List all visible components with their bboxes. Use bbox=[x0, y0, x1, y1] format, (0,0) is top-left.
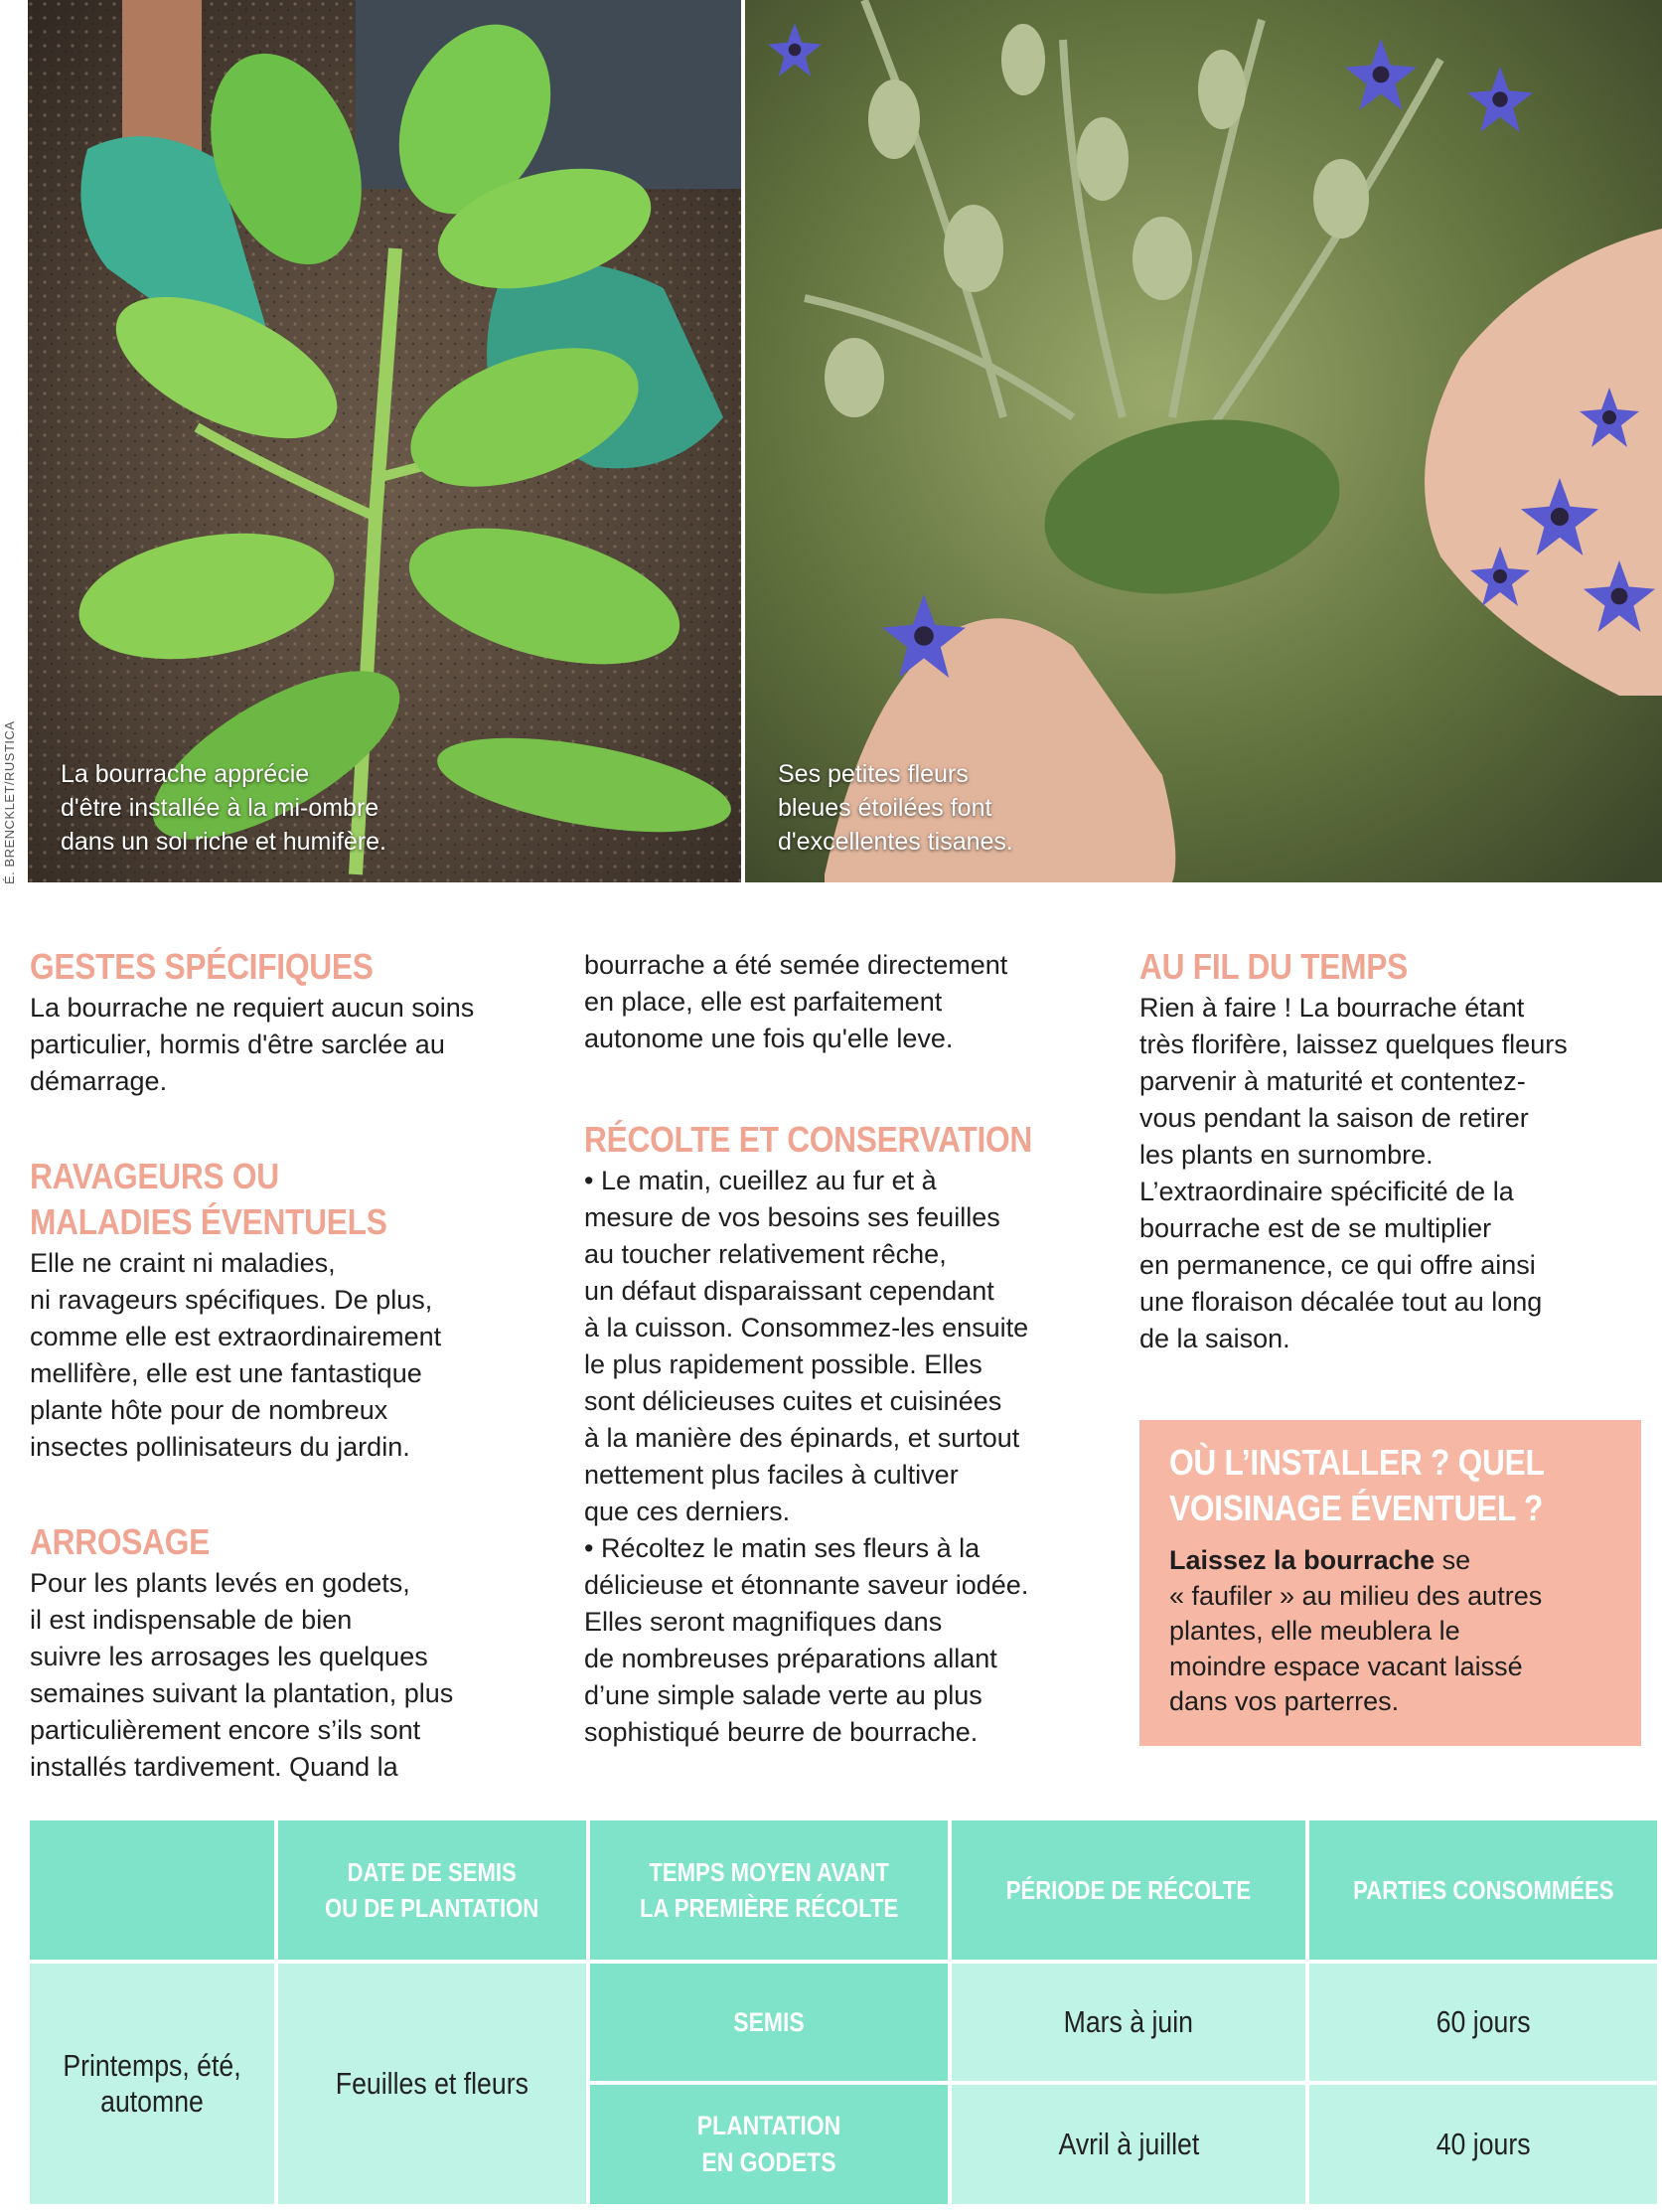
table-header-periode-label: PÉRIODE DE RÉCOLTE bbox=[1005, 1875, 1252, 1905]
table-header-parties bbox=[1309, 1820, 1657, 1960]
photo-borage-flowers bbox=[745, 0, 1662, 882]
table-cell-plantation-temps: 40 jours bbox=[1309, 2085, 1657, 2204]
photo-caption-left: La bourrache apprécie d'être installée à la mi-ombre dans un sol riche et humifère. bbox=[61, 760, 386, 856]
column-2 bbox=[584, 947, 1101, 1751]
gestes-text: La bourrache ne requiert aucun soins particulier, hormis d'être sarclée au démarrage. bbox=[30, 993, 475, 1096]
installation-box bbox=[1139, 1420, 1641, 1746]
ravageurs-heading: RAVAGEURS OU MALADIES ÉVENTUELS bbox=[30, 1156, 387, 1242]
installation-rest: se « faufiler » au milieu des autres plantes, elle meublera le moindre espace vacant laissé dans vos parterres. bbox=[1169, 1545, 1543, 1716]
table-header-date-label: DATE DE SEMIS OU DE PLANTATION bbox=[325, 1857, 539, 1923]
table-cell-semis-temps: 60 jours bbox=[1309, 1964, 1657, 2081]
ravageurs-text: Elle ne craint ni maladies, ni ravageurs spécifiques. De plus, comme elle est extraordinairement mellifère, elle est une fantastique plante hôte pour de nombreux insectes pollinisateurs du jardin. bbox=[30, 1248, 442, 1462]
column-3 bbox=[1139, 944, 1636, 1357]
table-header-parties-label: PARTIES CONSOMMÉES bbox=[1352, 1875, 1614, 1905]
column-1 bbox=[30, 944, 546, 1786]
gestes-heading: GESTES SPÉCIFIQUES bbox=[30, 946, 374, 987]
table-cell-periode: Printemps, été, automne bbox=[30, 1964, 274, 2204]
table-cell-semis-date: Mars à juin bbox=[952, 1964, 1305, 2081]
installation-text bbox=[1169, 1543, 1611, 1720]
arrosage-heading: ARROSAGE bbox=[30, 1521, 210, 1562]
recolte-text: • Le matin, cueillez au fur et à mesure de vos besoins ses feuilles au toucher relativement rêche, un défaut disparaissant cependant à la cuisson. Consommez-les ensuite le plus rapidement possible. Elles sont délicieuses cuites et cuisinées à la manière des épinards, et surtout nettement plus faciles à cultiver que ces derniers. • Récoltez le matin ses fleurs à la délicieuse et étonnante saveur iodée. Elles seront magnifiques dans de nombreuses préparations allant d’une simple salade verte au plus sophistiqué beurre de bourrache. bbox=[584, 1166, 1029, 1747]
arrosage-continued-text: bourrache a été semée directement en place, elle est parfaitement autonome une fois qu'elle leve. bbox=[584, 950, 1008, 1053]
fil-du-temps-text: Rien à faire ! La bourrache étant très florifère, laissez quelques fleurs parvenir à maturité et contentez- vous pendant la saison de retirer les plants en surnombre. L’extraordinaire spécificité de la bourrache est de se multiplier en permanence, ce qui offre ainsi une floraison décalée tout au long de la saison. bbox=[1139, 993, 1568, 1353]
table-header-periode bbox=[952, 1820, 1305, 1960]
table-header-temps bbox=[590, 1820, 948, 1960]
table-cell-parties: Feuilles et fleurs bbox=[278, 1964, 586, 2204]
fil-du-temps-heading: AU FIL DU TEMPS bbox=[1139, 946, 1409, 987]
photo-credit: É. BRENCKLET/RUSTICA bbox=[2, 720, 17, 884]
table-row-label-semis: SEMIS bbox=[590, 1964, 948, 2081]
table-header-temps-label: TEMPS MOYEN AVANT LA PREMIÈRE RÉCOLTE bbox=[639, 1857, 899, 1923]
recolte-heading: RÉCOLTE ET CONSERVATION bbox=[584, 1119, 1032, 1160]
seedling-illustration bbox=[28, 0, 741, 882]
photo-seedling bbox=[28, 0, 741, 882]
installation-heading: OÙ L’INSTALLER ? QUEL VOISINAGE ÉVENTUEL ? bbox=[1169, 1442, 1545, 1528]
table-row-label-plantation: PLANTATION EN GODETS bbox=[590, 2085, 948, 2204]
cultivation-table bbox=[30, 1820, 1641, 2202]
installation-bold-lead: Laissez la bourrache bbox=[1169, 1545, 1435, 1575]
borage-illustration bbox=[745, 0, 1662, 882]
photo-caption-right: Ses petites fleurs bleues étoilées font d'excellentes tisanes. bbox=[778, 760, 1013, 856]
arrosage-text: Pour les plants levés en godets, il est indispensable de bien suivre les arrosages les quelques semaines suivant la plantation, plus particulièrement encore s’ils sont installés tardivement. Quand la bbox=[30, 1568, 454, 1782]
table-header-date bbox=[278, 1820, 586, 1960]
table-cell-plantation-date: Avril à juillet bbox=[952, 2085, 1305, 2204]
table-header-empty bbox=[30, 1820, 274, 1960]
